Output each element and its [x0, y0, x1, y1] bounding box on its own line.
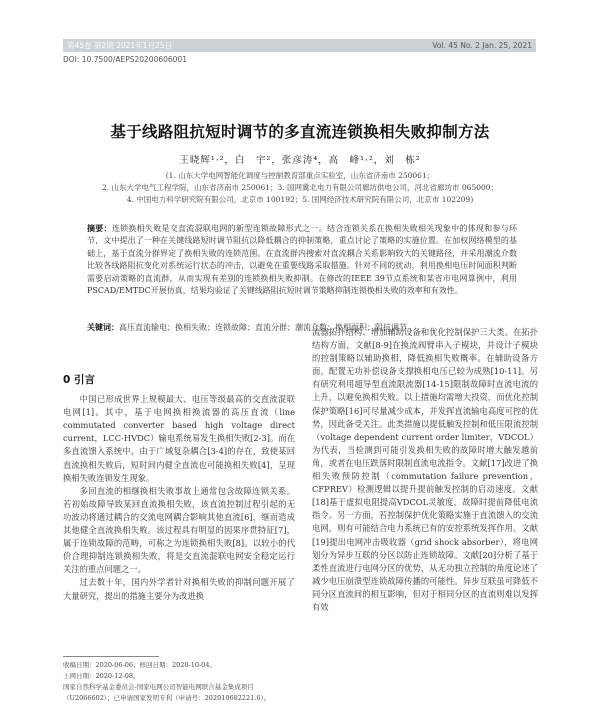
abstract-text: 连锁换相失败是交直流混联电网的新型连锁故障形式之一。结合连锁关系在换相失败相关现象中的体现和参与环节，文中提出了一种在关键线路短时调节阻抗以降低耦合的抑制策略，重点讨论了策略的实施位置。在加权网络模型的基础上，基于直流分群界定了换相失败的连锁范围。在直流群内搜索对直流耦合关系影响较大的关键路径，并采用潮流介数比较各线路阻抗变化对系统运行状态的冲击，以避免在重要线路采取措施。针对不同的扰动，利用换相电压时间面积判断需要启动策略的直流群，从而实现有差别的连锁换相失败抑制。在修改的IEEE 39节点系统和某省市电网算例中，利用PSCAD/EMTDC开展仿真，结果均验证了关键线路阻抗短时调节策略抑制连锁换相失败的效率和有效性。	[87, 224, 517, 296]
footnote-divider	[63, 656, 159, 657]
journal-issue-info: 第45卷 第2期 2021年1月25日	[67, 41, 172, 50]
affiliation-line: (1. 山东大学电网智能化调度与控制教育部重点实验室，山东省济南市 250061；	[165, 171, 435, 180]
body-paragraph: 流器拓扑结构、增加辅助设备和优化控制保护三大类。在拓扑结构方面，文献[8-9]在换流阀臂串入子模块，并设计子模块的控制策略以辅助换相，降低换相失败概率。在辅助设备方面，配置无功补偿设备支撑换相电压已较为成熟[10-11]。另有研究利用超导型直流限流器[14-15]限制故障时直流电流的上升，以避免换相失败。以上措施均需增大投资，而优化控制保护策略[16]可尽量减少成本，并发挥直流输电高度可控的优势，因此备受关注。此类措施以提低触发控制和低压限流控制（voltage dependent current order limiter，VDCOL）为代表，当检测到可能引发换相失败的故障时增大触发越前角，或者在电压跌落时限制直流电流指令。文献[17]改进了换相失败预防控制（commutation failure prevention，CFPREV）检测逻辑以提升提前触发控制的启动速度。文献[18]基于虚拟电阻提高VDCOL灵敏度，故障时提前降低电流指令。另一方面，若控制保护优化策略实施于直流馈入的交流电网，则有可能结合电力系统已有的安控系统发挥作用。文献[19]提出电网冲击吸收器（grid shock absorber），将电网划分为异步互联的分区以防止连锁故障。文献[20]分析了基于柔性直流进行电网分区的优势，从无功独立控制的角度论述了减少电压崩溃型连锁故障传播的可能性。异步互联虽可降低不同分区直流间的相互影响，但对于相同分区的直流则难以发挥有效	[312, 327, 538, 612]
body-paragraph: 过去数十年，国内外学者针对换相失败的抑制问题开展了大量研究，提出的措施主要分为改进换	[63, 577, 295, 601]
abstract-label: 摘要：	[87, 223, 112, 233]
doi-text: DOI: 10.7500/AEPS20200606001	[63, 55, 187, 64]
abstract	[87, 222, 517, 297]
affiliation-line: 2. 山东大学电气工程学院，山东省济南市 250061；3. 国网冀北电力有限公司廊坊供电公司，河北省廊坊市 065000；	[101, 183, 499, 192]
body-paragraph: 中国已形成世界上规模最大、电压等级最高的交直流混联电网[1]。其中，基于电网换相换流器的高压直流（line commutated converter based high voltage direct current，LCC-HVDC）输电系统易发生换相失败[2-3]。而在多直流馈入系统中，由于广域复杂耦合[3-4]的存在，致使某回直流换相失败后，短时间内健全直流也可能换相失败[4]，呈现换相失败连锁发生现象。	[63, 394, 295, 483]
affiliation-line: 4. 中国电力科学研究院有限公司，北京市 100192；5. 国网经济技术研究院有限公司，北京市 102209)	[126, 195, 474, 204]
footnote-funding: 国家自然科学基金委员会-国家电网公司智能电网联合基金集成项目（U2066602）；已申请国家发明专利（申请号：202010682221.6）。	[63, 683, 271, 702]
author-list: 王晓辉¹·²，白 宇²，张彦涛⁴，高 峰¹·²，刘 栋²	[179, 155, 421, 166]
section-heading: 0 引言	[63, 374, 95, 386]
footnote-online: 上网日期：2020-12-08。	[63, 672, 140, 680]
keywords-label: 关键词：	[87, 322, 119, 332]
footnote-received: 收稿日期：2020-06-06；修回日期：2020-10-04。	[63, 661, 216, 669]
right-column	[312, 326, 538, 614]
journal-volume-info: Vol. 45 No. 2 Jan. 25, 2021	[432, 41, 532, 50]
left-column	[63, 374, 295, 603]
keywords-text: 高压直流输电；换相失败；连锁故障；直流分群；潮流介数；换相面积；阻抗调节	[119, 323, 407, 332]
body-paragraph: 多回直流的相继换相失败事故上通常包含故障连锁关系。若初始故障导致某回直流换相失败，该直流控制过程引起的无功波动将通过耦合的交流电网耦合影响其他直流[6]，继而造成其他健全直流换相失败。该过程具有明显的因果序贯特征[7]，属于连锁故障的范畴，可称之为连锁换相失败[8]。以较小的代价合理抑制连锁换相失败，将是交直流混联电网安全稳定运行关注的重点问题之一。	[63, 485, 295, 575]
journal-header-bar	[63, 39, 536, 52]
footnotes	[63, 660, 303, 704]
paper-title: 基于线路阻抗短时调节的多直流连锁换相失败抑制方法	[110, 123, 490, 141]
